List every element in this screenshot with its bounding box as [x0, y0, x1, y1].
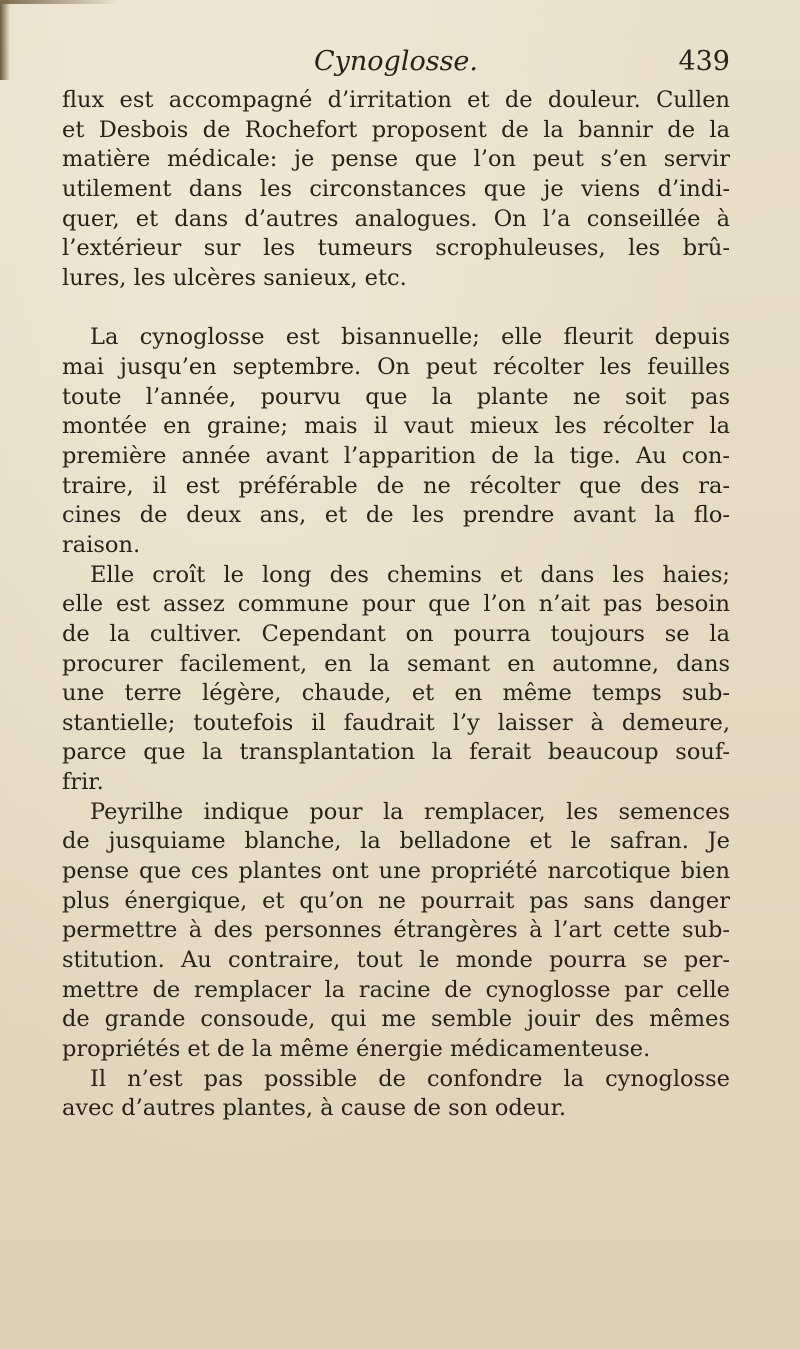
text-line: flux est accompagné d’irritation et de douleur. Cullen	[62, 87, 730, 113]
text-line: Peyrilhe indique pour la remplacer, les semences	[90, 798, 730, 825]
text-line: montée en graine; mais il vaut mieux les récolter la	[62, 413, 730, 440]
text-line: parce que la transplantation la ferait beaucoup souf-	[62, 739, 730, 766]
text-line: stantielle; toutefois il faudrait l’y laisser à demeure,	[62, 709, 730, 736]
running-title: Cynoglosse.	[313, 46, 478, 77]
text-line: permettre à des personnes étrangères à l’art cette sub-	[62, 917, 730, 944]
text-line: l’extérieur sur les tumeurs scrophuleuses, les brû-	[62, 235, 730, 262]
paragraph	[62, 561, 730, 798]
paragraph	[62, 1065, 730, 1124]
text-line: première année avant l’apparition de la tige. Au con-	[62, 443, 730, 470]
text-line: et Desbois de Rochefort proposent de la bannir de la	[62, 116, 730, 143]
text-line: stitution. Au contraire, tout le monde pourra se per-	[62, 946, 730, 973]
body-text	[62, 86, 730, 1124]
text-line: matière médicale: je pense que l’on peut s’en servir	[62, 146, 730, 173]
text-line: traire, il est préférable de ne récolter que des ra-	[62, 472, 730, 499]
paragraph	[62, 86, 730, 293]
text-line: de grande consoude, qui me semble jouir des mêmes	[62, 1006, 730, 1033]
text-line: raison.	[62, 531, 141, 558]
text-line: Elle croît le long des chemins et dans les haies;	[90, 561, 730, 588]
text-line: utilement dans les circonstances que je viens d’indi-	[62, 175, 730, 202]
text-line: toute l’année, pourvu que la plante ne soit pas	[62, 383, 730, 410]
running-head	[62, 40, 730, 84]
paragraph	[62, 323, 730, 560]
text-line: quer, et dans d’autres analogues. On l’a conseillée à	[62, 205, 730, 232]
text-line: avec d’autres plantes, à cause de son odeur.	[62, 1095, 567, 1122]
text-line: une terre légère, chaude, et en même temps sub-	[62, 680, 730, 707]
paragraph-gap	[62, 293, 730, 323]
text-line: de la cultiver. Cependant on pourra toujours se la	[62, 620, 730, 647]
text-line: frir.	[62, 769, 104, 796]
text-line: elle est assez commune pour que l’on n’ait pas besoin	[62, 591, 730, 618]
page-edge-shadow-top	[0, 0, 120, 4]
text-line: propriétés et de la même énergie médicamenteuse.	[62, 1035, 651, 1062]
text-line: plus énergique, et qu’on ne pourrait pas sans danger	[62, 887, 730, 914]
text-line: cines de deux ans, et de les prendre avant la flo-	[62, 502, 730, 529]
text-line: pense que ces plantes ont une propriété narcotique bien	[62, 858, 730, 885]
paragraph	[62, 798, 730, 1065]
page-edge-shadow	[0, 0, 10, 80]
text-line: La cynoglosse est bisannuelle; elle fleurit depuis	[90, 324, 730, 351]
page-number: 439	[678, 46, 730, 77]
text-line: procurer facilement, en la semant en automne, dans	[62, 650, 730, 677]
text-line: Il n’est pas possible de confondre la cynoglosse	[90, 1065, 730, 1092]
text-line: lures, les ulcères sanieux, etc.	[62, 264, 407, 291]
text-line: mai jusqu’en septembre. On peut récolter les feuilles	[62, 354, 730, 381]
text-line: mettre de remplacer la racine de cynoglosse par celle	[62, 976, 730, 1003]
text-line: de jusquiame blanche, la belladone et le safran. Je	[62, 828, 730, 855]
